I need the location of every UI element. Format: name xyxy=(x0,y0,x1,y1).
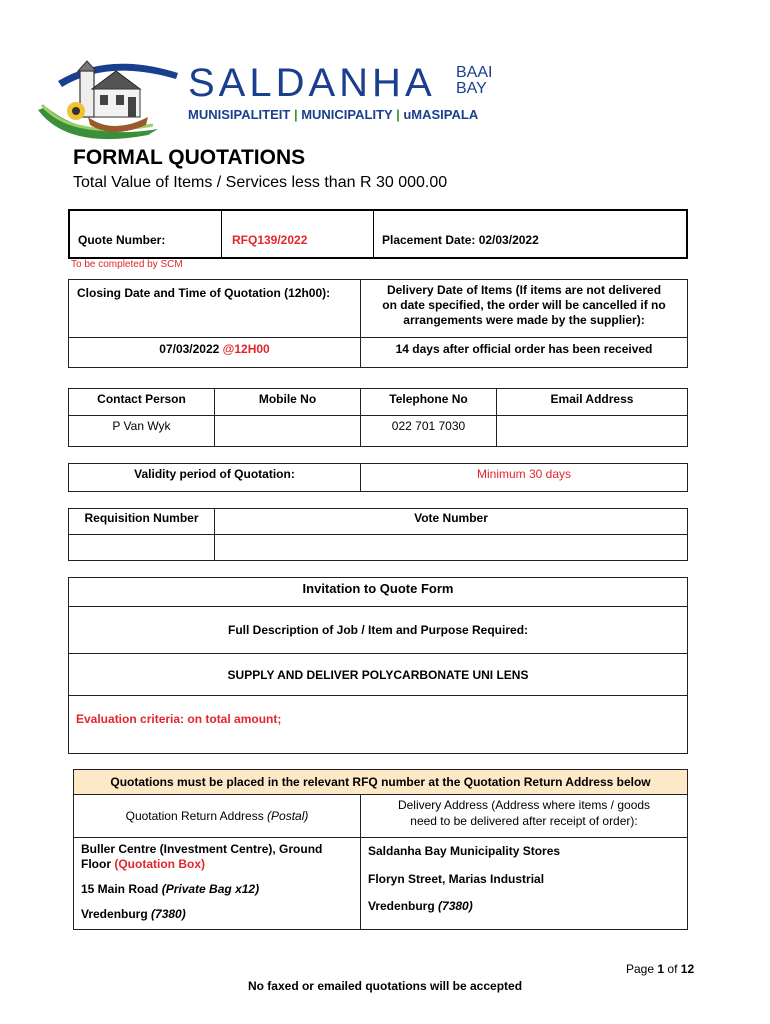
contact-header: Contact Person xyxy=(69,389,215,416)
return-address-label-text: Quotation Return Address xyxy=(125,809,264,823)
logo-bay: BAY xyxy=(456,80,487,97)
closing-date-label: Closing Date and Time of Quotation (12h00): xyxy=(69,280,361,338)
evaluation-criteria: Evaluation criteria: on total amount; xyxy=(69,696,688,754)
contact-header: Mobile No xyxy=(215,389,361,416)
requisition-label: Requisition Number xyxy=(69,509,215,535)
delivery-line: Saldanha Bay Municipality Stores xyxy=(368,844,561,858)
return-address-label xyxy=(74,795,361,838)
contact-value xyxy=(215,416,361,447)
delivery-date-label xyxy=(361,280,688,338)
page-prefix: Page xyxy=(626,962,655,976)
quote-number-value: RFQ139/2022 xyxy=(222,211,374,257)
quote-box xyxy=(68,209,688,259)
logo-subtitle-umasipala: uMASIPALA xyxy=(403,107,479,122)
delivery-address-label xyxy=(361,795,688,838)
delivery-line: Floryn Street, Marias Industrial xyxy=(368,872,545,886)
logo-emblem-icon xyxy=(28,55,188,150)
logo-subtitle-municipality: MUNICIPALITY xyxy=(301,107,393,122)
validity-table xyxy=(68,463,688,492)
return-line: 15 Main Road (Private Bag x12) xyxy=(81,882,260,896)
dates-table xyxy=(68,279,688,368)
delivery-line: Vredenburg (7380) xyxy=(368,899,473,913)
return-line: Floor (Quotation Box) xyxy=(81,857,205,871)
description-value: SUPPLY AND DELIVER POLYCARBONATE UNI LENS xyxy=(69,654,688,696)
quote-number-label: Quote Number: xyxy=(70,211,222,257)
return-line-note: (7380) xyxy=(151,907,186,921)
contact-value xyxy=(497,416,688,447)
logo-subtitle-munisipaliteit: MUNISIPALITEIT xyxy=(188,107,291,122)
logo-separator: | xyxy=(293,107,298,122)
placement-date: Placement Date: 02/03/2022 xyxy=(382,233,539,247)
contact-value: P Van Wyk xyxy=(69,416,215,447)
return-line-note: (Private Bag x12) xyxy=(161,882,260,896)
closing-date: 07/03/2022 xyxy=(159,342,220,356)
contact-table xyxy=(68,388,688,447)
footer-note: No faxed or emailed quotations will be accepted xyxy=(247,979,523,993)
page-subtitle: Total Value of Items / Services less than R 30 000.00 xyxy=(73,174,448,191)
invitation-table xyxy=(68,577,688,754)
requisition-table xyxy=(68,508,688,561)
delivery-label-line: arrangements were made by the supplier): xyxy=(403,313,645,327)
return-banner: Quotations must be placed in the relevant RFQ number at the Quotation Return Address below xyxy=(74,770,688,795)
scm-note: To be completed by SCM xyxy=(71,259,183,270)
contact-header: Telephone No xyxy=(361,389,497,416)
logo-separator: | xyxy=(396,107,400,122)
contact-header: Email Address xyxy=(497,389,688,416)
contact-value: 022 701 7030 xyxy=(361,416,497,447)
delivery-address-value xyxy=(361,838,688,930)
logo-baai: BAAI xyxy=(456,64,493,81)
delivery-line-note: (7380) xyxy=(438,899,473,913)
description-label: Full Description of Job / Item and Purpose Required: xyxy=(69,607,688,654)
return-line: Buller Centre (Investment Centre), Ground xyxy=(81,842,323,856)
delivery-label-line: on date specified, the order will be cancelled if no xyxy=(382,298,666,312)
municipality-logo xyxy=(28,55,508,150)
validity-label: Validity period of Quotation: xyxy=(69,464,361,492)
page-total: 12 xyxy=(680,962,695,976)
delivery-date-value: 14 days after official order has been received xyxy=(361,338,688,368)
page-title: FORMAL QUOTATIONS xyxy=(73,146,306,169)
return-address-value xyxy=(74,838,361,930)
validity-value: Minimum 30 days xyxy=(361,464,688,492)
return-line: Vredenburg (7380) xyxy=(81,907,186,921)
return-address-label-note: (Postal) xyxy=(267,809,309,823)
requisition-value xyxy=(69,535,215,561)
delivery-label-line: Delivery Date of Items (If items are not delivered xyxy=(386,283,662,297)
vote-value xyxy=(215,535,688,561)
closing-date-value xyxy=(69,338,361,368)
logo-wordmark: SALDANHA xyxy=(188,61,436,105)
closing-time: @12H00 xyxy=(222,342,270,356)
delivery-address-label-line: need to be delivered after receipt of order): xyxy=(410,814,638,828)
return-line-note: (Quotation Box) xyxy=(114,857,205,871)
logo-subtitle xyxy=(188,107,478,122)
delivery-address-label-line: Delivery Address (Address where items / goods xyxy=(397,798,651,812)
vote-label: Vote Number xyxy=(215,509,688,535)
page-number xyxy=(626,962,694,976)
page-current: 1 xyxy=(657,962,665,976)
invitation-title: Invitation to Quote Form xyxy=(69,578,688,607)
page-of: of xyxy=(667,962,678,976)
address-table xyxy=(73,769,688,930)
